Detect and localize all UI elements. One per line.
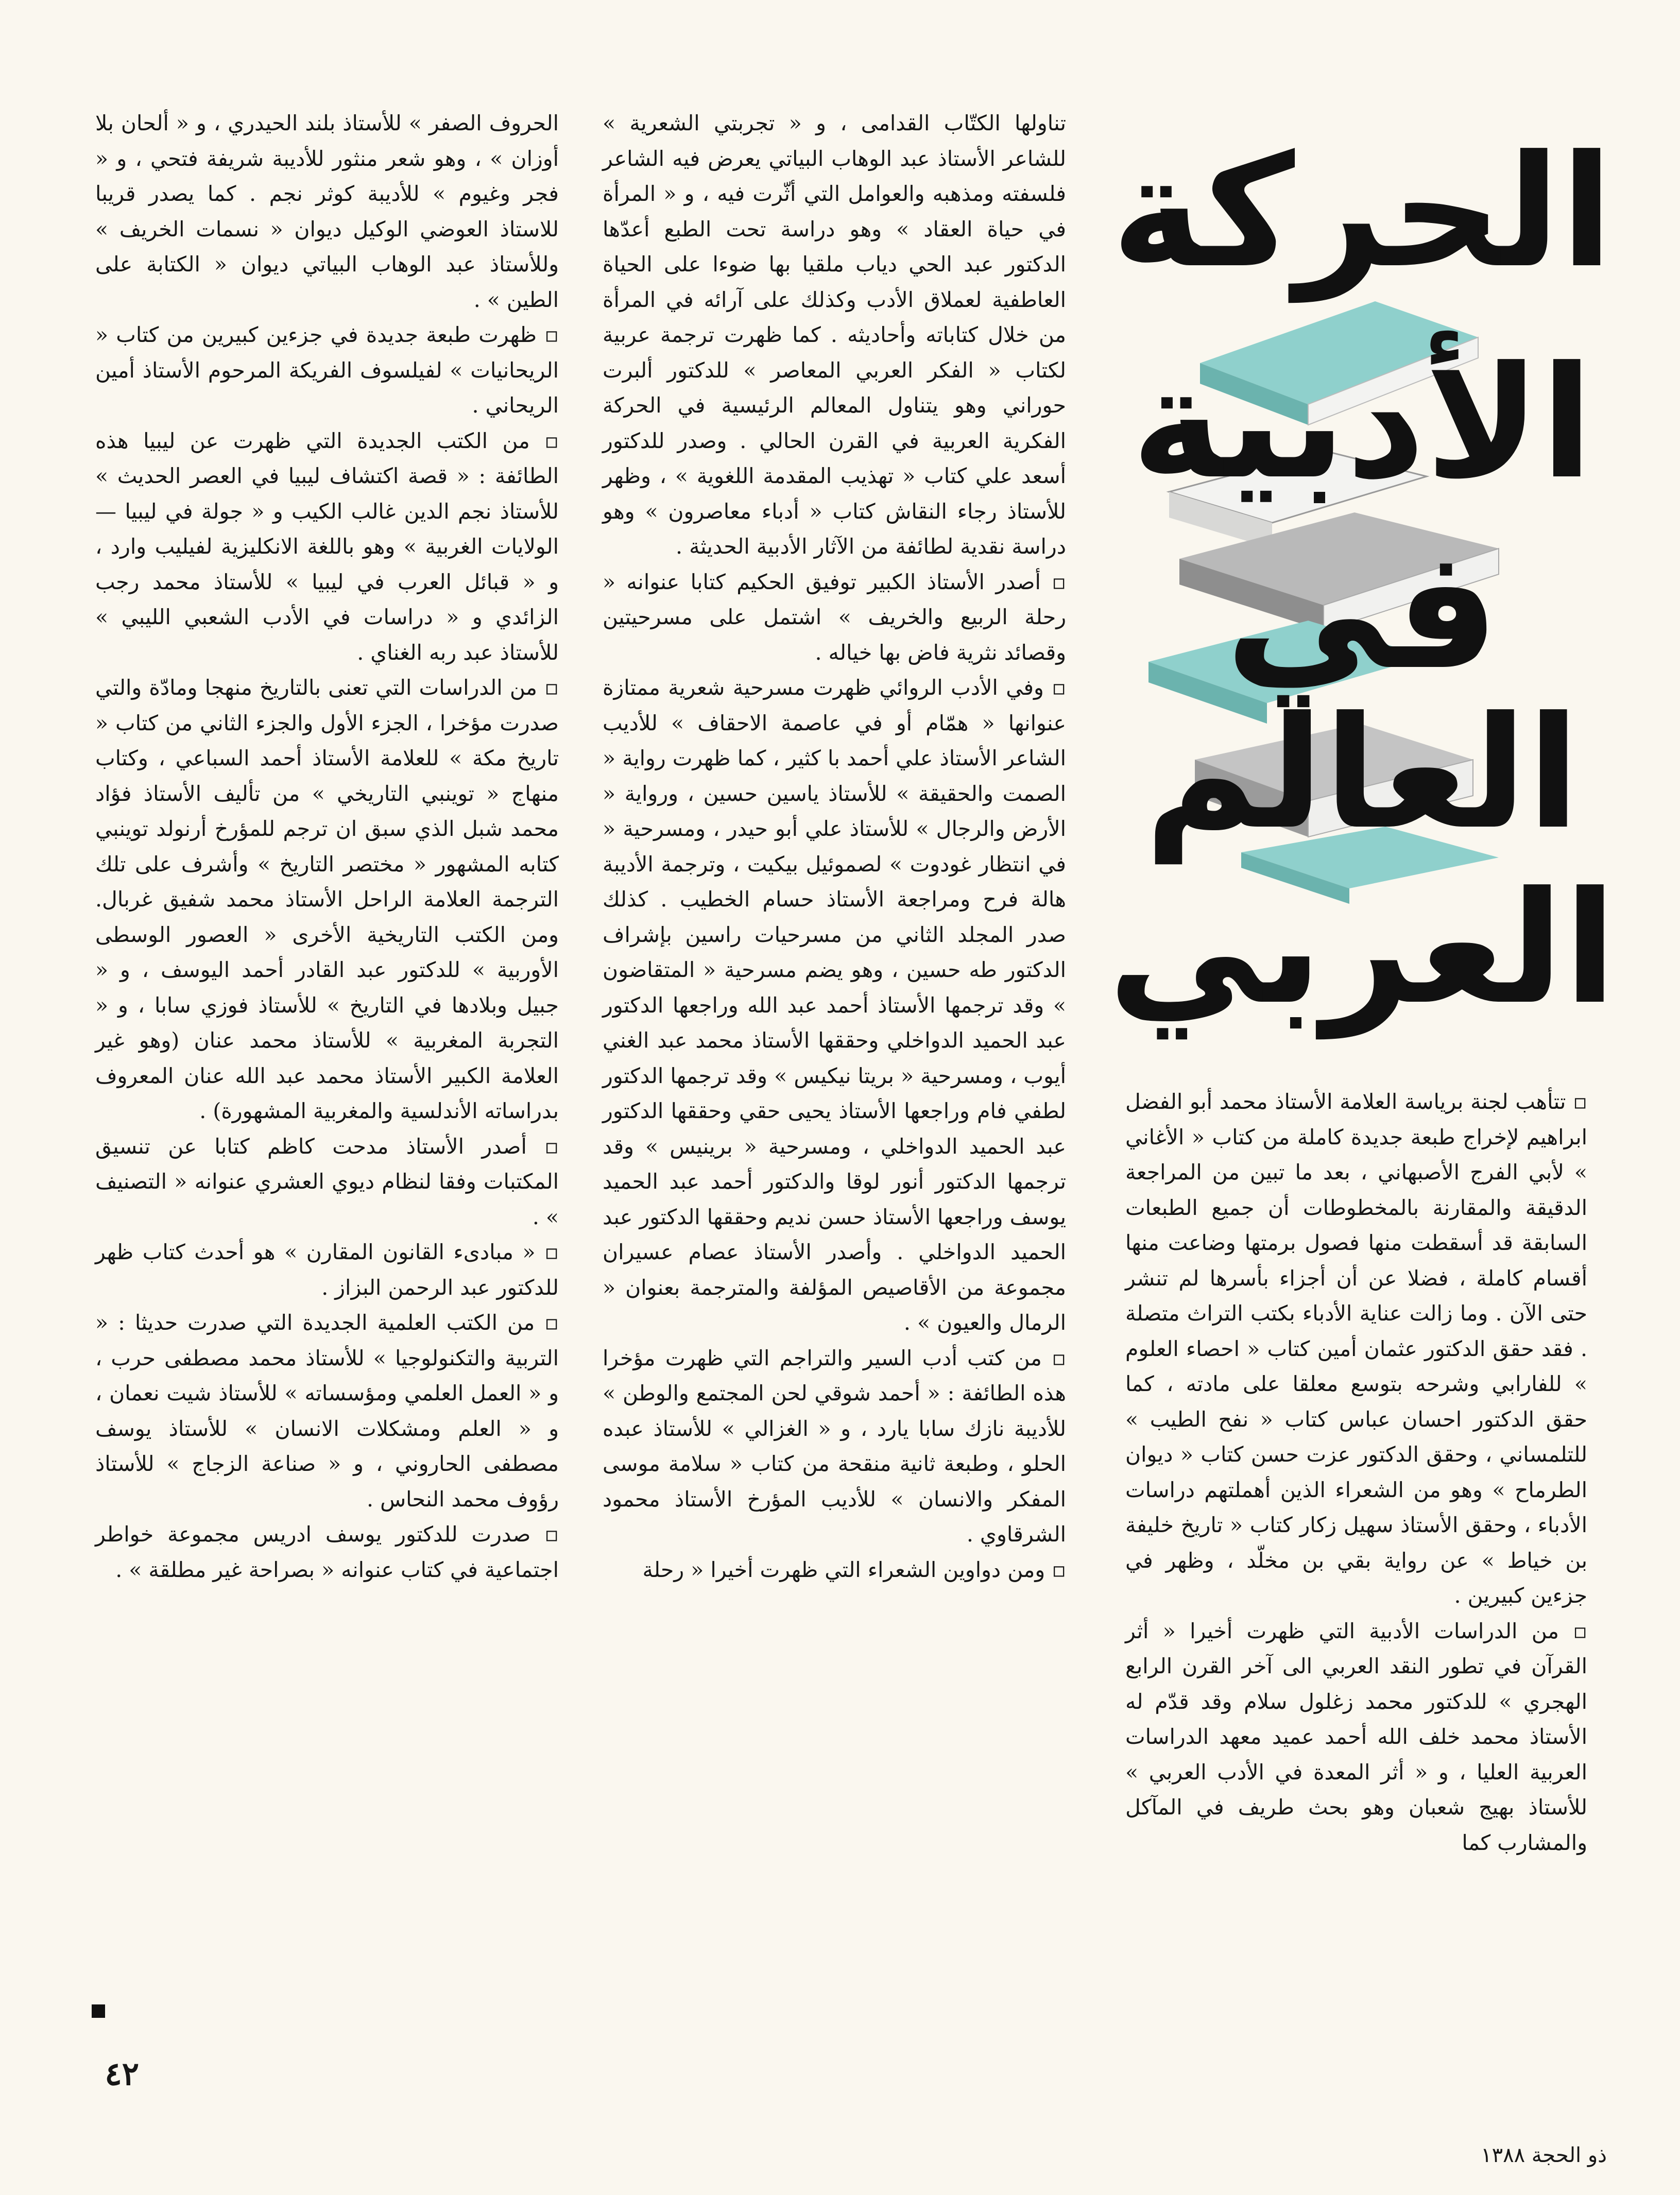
paragraph: ▫ من الدراسات التي تعنى بالتاريخ منهجا ومادّة والتي صدرت مؤخرا ، الجزء الأول والجزء الثاني من كتاب « تاريخ مكة » للعلامة الأستاذ أحمد السباعي ، وكتاب منهاج « توينبي التاريخي » من تأليف الأستاذ فؤاد محمد شبل الذي سبق ان ترجم للمؤرخ أرنولد توينبي كتابه المشهور « مختصر التاريخ » وأشرف على تلك الترجمة العلامة الراحل الأستاذ محمد شفيق غربال. ومن الكتب التاريخية الأخرى « العصور الوسطى الأوربية » للدكتور عبد القادر أحمد اليوسف ، و « جبيل وبلادها في التاريخ » للأستاذ فوزي سابا ، و « التجربة المغربية » للأستاذ محمد عنان (وهو غير العلامة الكبير الأستاذ محمد عبد الله عنان المعروف بدراساته الأندلسية والمغربية المشهورة) . [95, 675, 559, 1123]
paragraph: تناولها الكتّاب القدامى ، و « تجربتي الشعرية » للشاعر الأستاذ عبد الوهاب البياتي يعرض فيه الشاعر فلسفته ومذهبه والعوامل التي أثّرت فيه ، و « المرأة في حياة العقاد » وهو دراسة تحت الطبع أعدّها الدكتور عبد الحي دياب ملقيا بها ضوءا على الحياة العاطفية لعملاق الأدب وكذلك على آرائه في المرأة من خلال كتاباته وأحاديثه . كما ظهرت ترجمة عربية لكتاب « الفكر العربي المعاصر » للدكتور ألبرت حوراني وهو يتناول المعالم الرئيسية في الحركة الفكرية العربية في القرن الحالي . وصدر للدكتور أسعد علي كتاب « تهذيب المقدمة اللغوية » ، وظهر للأستاذ رجاء النقاش كتاب « أدباء معاصرون » وهو دراسة نقدية لطائفة من الآثار الأدبية الحديثة . [603, 111, 1066, 559]
title-line-4: العالم [1144, 683, 1580, 863]
paragraph: ▫ أصدر الأستاذ الكبير توفيق الحكيم كتابا عنوانه « رحلة الربيع والخريف » اشتمل على مسرحيتين وقصائد نثرية فاض بها خياله . [603, 569, 1066, 665]
column-left [95, 106, 559, 2039]
column-right [1125, 1084, 1587, 2042]
paragraph: ▫ ظهرت طبعة جديدة في جزءين كبيرين من كتاب « الريحانيات » لفيلسوف الفريكة المرحوم الأستاذ أمين الريحاني . [95, 322, 559, 418]
paragraph: ▫ « مبادىء القانون المقارن » هو أحدث كتاب ظهر للدكتور عبد الرحمن البزاز . [95, 1240, 559, 1300]
title-line-1: الحركة [1111, 122, 1614, 302]
paragraph: ▫ ومن دواوين الشعراء التي ظهرت أخيرا « رحلة [642, 1557, 1066, 1582]
title-line-3: في [1225, 515, 1500, 706]
title-artwork [1108, 95, 1617, 1038]
paragraph: الحروف الصفر » للأستاذ بلند الحيدري ، و « ألحان بلا أوزان » ، وهو شعر منثور للأديبة شريفة فتحي ، و « فجر وغيوم » للأديبة كوثر نجم . كما يصدر قريبا للاستاذ العوضي الوكيل ديوان « نسمات الخريف » وللأستاذ عبد الوهاب البياتي ديوان « الكتابة على الطين » . [95, 111, 559, 312]
page-number: ٤٢ [105, 2055, 139, 2093]
paragraph: ▫ وفي الأدب الروائي ظهرت مسرحية شعرية ممتازة عنوانها « همّام أو في عاصمة الاحقاف » للأديب الشاعر الأستاذ علي أحمد با كثير ، كما ظهرت رواية « الصمت والحقيقة » للأستاذ ياسين حسين ، ورواية « الأرض والرجال » للأستاذ علي أبو حيدر ، ومسرحية « في انتظار غودوت » لصموئيل بيكيت ، وترجمة الأديبة هالة فرح ومراجعة الأستاذ حسام الخطيب . كذلك صدر المجلد الثاني من مسرحيات راسين بإشراف الدكتور طه حسين ، وهو يضم مسرحية « المتقاضون » وقد ترجمها الأستاذ أحمد عبد الله وراجعها الدكتور عبد الحميد الدواخلي وحققها الأستاذ محمد عبد الغني أيوب ، ومسرحية « بريتا نيكيس » وقد ترجمها الدكتور لطفي فام وراجعها الأستاذ يحيى حقي وحققها الدكتور عبد الحميد الدواخلي ، ومسرحية « برينيس » وقد ترجمها الدكتور أنور لوقا والدكتور أحمد عبد الحميد يوسف وراجعها الأستاذ حسن نديم وحققها الدكتور عبد الحميد الدواخلي . وأصدر الأستاذ عصام عسيران مجموعة من الأقاصيص المؤلفة والمترجمة بعنوان « الرمال والعيون » . [603, 675, 1066, 1335]
paragraph: ▫ من كتب أدب السير والتراجم التي ظهرت مؤخرا هذه الطائفة : « أحمد شوقي لحن المجتمع والوطن » للأديبة نازك سابا يارد ، و « الغزالي » للأستاذ عبده الحلو ، وطبعة ثانية منقحة من كتاب « سلامة موسى المفكر والانسان » للأديب المؤرخ الأستاذ محمود الشرقاوي . [603, 1345, 1066, 1547]
title-line-5: العربي [1108, 859, 1617, 1038]
paragraph: ▫ أصدر الأستاذ مدحت كاظم كتابا عن تنسيق المكتبات وفقا لنظام ديوي العشري عنوانه « التصنيف » . [95, 1134, 559, 1229]
title-line-2: الأدبية [1131, 333, 1593, 513]
paragraph: ▫ تتأهب لجنة برياسة العلامة الأستاذ محمد أبو الفضل ابراهيم لإخراج طبعة جديدة كاملة من كتاب « الأغاني » لأبي الفرج الأصبهاني ، بعد ما تبين من المراجعة الدقيقة والمقارنة بالمخطوطات أن جميع الطبعات السابقة قد أسقطت منها فصول برمتها وضاعت منها أقسام كاملة ، فضلا عن أن أجزاء بأسرها لم تنشر حتى الآن . وما زالت عناية الأدباء بكتب التراث متصلة . فقد حقق الدكتور عثمان أمين كتاب « احصاء العلوم » للفارابي وشرحه بتوسع معلقا على مادته ، كما حقق الدكتور احسان عباس كتاب « نفح الطيب » للتلمساني ، وحقق الدكتور عزت حسن كتاب « ديوان الطرماح » وهو من الشعراء الذين أهملتهم دراسات الأدباء ، وحقق الأستاذ سهيل زكار كتاب « تاريخ خليفة بن خياط » عن رواية بقي بن مخلّد ، وظهر في جزءين كبيرين . [1125, 1089, 1587, 1608]
paragraph: ▫ صدرت للدكتور يوسف ادريس مجموعة خواطر اجتماعية في كتاب عنوانه « بصراحة غير مطلقة » . [95, 1522, 559, 1582]
paragraph: ▫ من الكتب الجديدة التي ظهرت عن ليبيا هذه الطائفة : « قصة اكتشاف ليبيا في العصر الحديث » للأستاذ نجم الدين غالب الكيب و « جولة في ليبيا — الولايات الغربية » وهو باللغة الانكليزية لفيليب وارد ، و « قبائل العرب في ليبيا » للأستاذ محمد رجب الزائدي و « دراسات في الأدب الشعبي الليبي » للأستاذ عبد ربه الغناي . [95, 428, 559, 665]
issue-date: ذو الحجة ١٣٨٨ [1481, 2143, 1607, 2167]
paragraph: ▫ من الكتب العلمية الجديدة التي صدرت حديثا : « التربية والتكنولوجيا » للأستاذ محمد مصطفى حرب ، و « العمل العلمي ومؤسساته » للأستاذ شيت نعمان ، و « العلم ومشكلات الانسان » للأستاذ يوسف مصطفى الحاروني ، و « صناعة الزجاج » للأستاذ رؤوف محمد النحاس . [95, 1310, 559, 1512]
paragraph: ▫ من الدراسات الأدبية التي ظهرت أخيرا « أثر القرآن في تطور النقد العربي الى آخر القرن الرابع الهجري » للدكتور محمد زغلول سلام وقد قدّم له الأستاذ محمد خلف الله أحمد عميد معهد الدراسات العربية العليا ، و « أثر المعدة في الأدب العربي » للأستاذ بهيج شعبان وهو بحث طريف في المآكل والمشارب كما [1125, 1618, 1587, 1855]
column-middle [603, 106, 1066, 2039]
end-of-article-square-icon [92, 2004, 105, 2018]
